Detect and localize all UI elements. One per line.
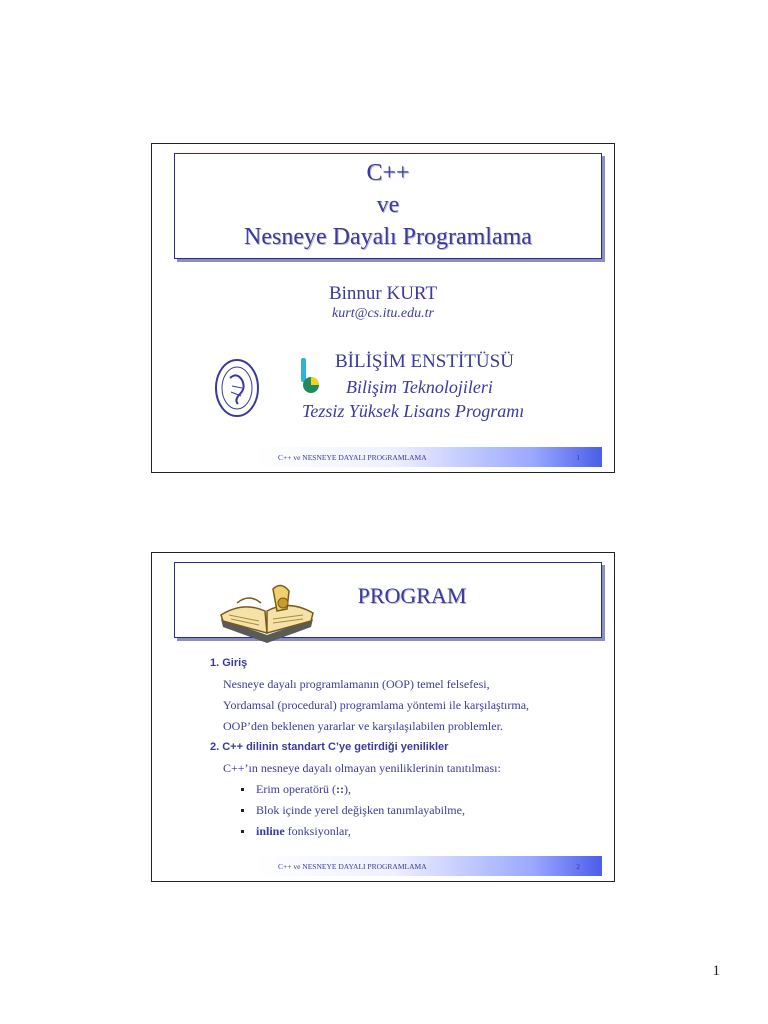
footer-text: C++ ve NESNEYE DAYALI PROGRAMLAMA [278,862,427,871]
author-name: Binnur KURT [328,283,438,304]
slide-1 [151,143,615,473]
bullet-item [256,779,529,800]
author-email: kurt@cs.itu.edu.tr [332,306,434,321]
title-line-1: C++ [366,160,410,186]
outline-item-1-heading: 1. Giriş [210,657,248,669]
university-seal-icon [214,358,260,418]
outline-item-1-line-2: Yordamsal (procedural) programlama yöntemi ile karşılaştırma, [223,698,530,712]
footer-text: C++ ve NESNEYE DAYALI PROGRAMLAMA [278,453,427,462]
title-line-3: Nesneye Dayalı Programlama [244,224,532,250]
program-line-1: Bilişim Teknolojileri [346,377,493,397]
bullet-3-text: fonksiyonlar, [284,824,351,838]
bullet-2-text: Blok içinde yerel değişken tanımlayabilme, [256,803,465,817]
slide-1-footer [256,447,602,467]
bullet-item [256,800,529,821]
bullet-item [256,821,529,842]
outline-item-2-heading: 2. C++ dilinin standart C’ye getirdiği yenilikler [210,741,449,753]
outline-item-1-line-1: Nesneye dayalı programlamanın (OOP) temel felsefesi, [223,677,490,691]
institute-logo-icon [298,356,324,396]
outline-item-2-line-1: C++’ın nesneye dayalı olmayan yeniliklerinin tanıtılması: [223,761,501,775]
slide-2-footer [256,856,602,876]
program-outline [208,653,529,842]
institute-name: BİLİŞİM ENSTİTÜSÜ [335,351,514,372]
slide-1-title-box [174,153,602,259]
bullet-1-suffix: ), [343,782,351,796]
slide-2-title-box [174,562,602,638]
title-line-2: ve [376,192,400,218]
page-number: 1 [712,963,720,979]
bullet-1-text: Erim operatörü ( [256,782,336,796]
bullet-1-keyword: :: [335,782,344,796]
bullet-3-keyword: inline [256,824,285,838]
slide-2 [151,552,615,882]
slide-2-title: PROGRAM [357,583,467,608]
outline-item-1-line-3: OOP’den beklenen yararlar ve karşılaşılabilen problemler. [223,719,503,733]
program-line-2: Tezsiz Yüksek Lisans Programı [302,401,525,421]
slide-number: 1 [576,453,580,462]
slide-number: 2 [576,862,580,871]
